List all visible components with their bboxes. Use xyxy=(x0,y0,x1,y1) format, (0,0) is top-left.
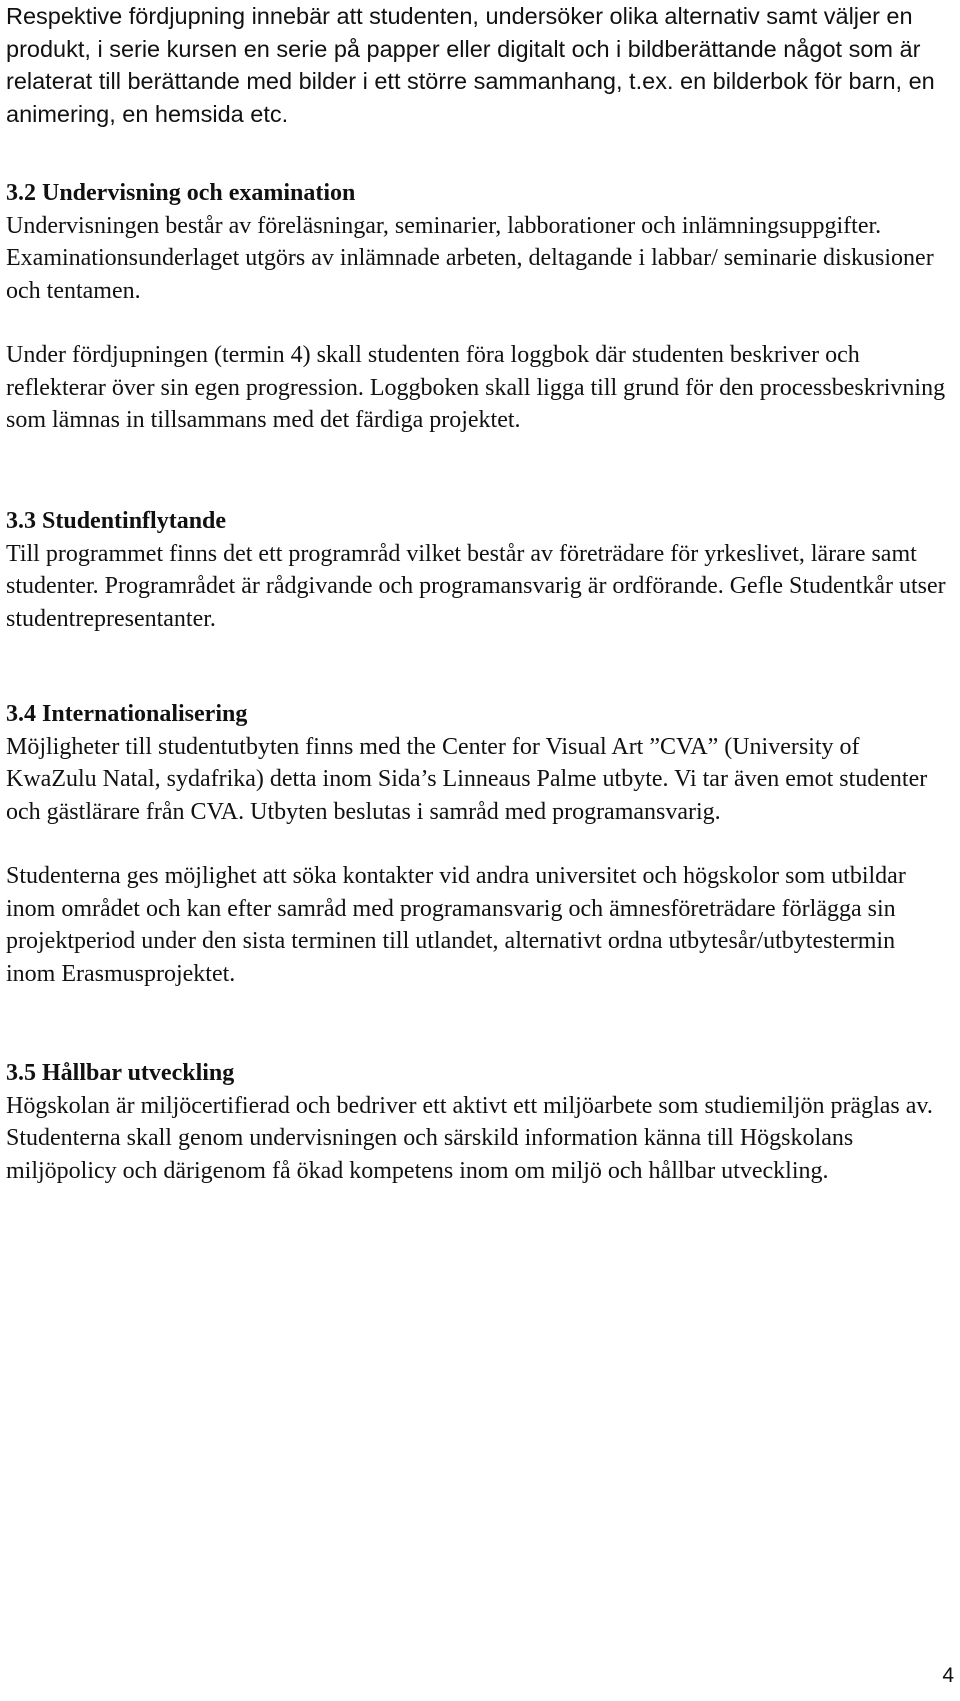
section-paragraph: Under fördjupningen (termin 4) skall studenten föra loggbok där studenten beskriver och reflekterar över sin egen progression. Loggboken skall ligga till grund för den processbeskrivning som lämnas in tillsammans med det färdiga projektet. xyxy=(6,342,946,433)
intro-paragraph: Respektive fördjupning innebär att studenten, undersöker olika alternativ samt väljer en produkt, i serie kursen en serie på papper eller digitalt och i bildberättande något som är relaterat till berättande med bilder i ett större sammanhang, t.ex. en bilderbok för barn, en animering, en hemsida etc. xyxy=(6,3,935,127)
section-paragraph: Studenterna ges möjlighet att söka kontakter vid andra universitet och högskolor som utbildar inom området och kan efter samråd med programansvarig och ämnesföreträdare förlägga sin projektperiod under den sista terminen till utlandet, alternativt ordna utbytesår/utbytestermin inom Erasmusprojektet. xyxy=(6,863,906,987)
section-heading: 3.4 Internationalisering xyxy=(6,701,248,727)
section-undervisning xyxy=(6,177,946,437)
section-heading: 3.2 Undervisning och examination xyxy=(6,180,356,206)
document-page xyxy=(6,0,946,1184)
section-heading: 3.3 Studentinflytande xyxy=(6,508,227,534)
page-number: 4 xyxy=(942,1664,954,1687)
section-paragraph: Till programmet finns det ett programråd vilket består av företrädare för yrkeslivet, lärare samt studenter. Programrådet är rådgivande och programansvarig är ordförande. Gefle Studentkår utser studentrepresentanter. xyxy=(6,540,946,632)
section-hallbar-utveckling xyxy=(6,1057,946,1187)
section-internationalisering xyxy=(6,698,946,990)
section-heading: 3.5 Hållbar utveckling xyxy=(6,1060,235,1086)
section-paragraph: Möjligheter till studentutbyten finns med the Center for Visual Art ”CVA” (University of KwaZulu Natal, sydafrika) detta inom Sida’s Linneaus Palme utbyte. Vi tar även emot studenter och gästlärare från CVA. Utbyten beslutas i samråd med programansvarig. xyxy=(6,733,928,825)
section-paragraph: Högskolan är miljöcertifierad och bedriver ett aktivt ett miljöarbete som studiemiljön präglas av. Studenterna skall genom undervisningen och särskild information känna till Högskolans miljöpolicy och därigenom få ökad kompetens inom om miljö och hållbar utveckling. xyxy=(6,1092,933,1184)
section-paragraph: Undervisningen består av föreläsningar, seminarier, labborationer och inlämningsuppgifter. Examinationsunderlaget utgörs av inlämnade arbeten, deltagande i labbar/ seminarie diskusioner och tentamen. xyxy=(6,212,934,304)
section-studentinflytande xyxy=(6,505,946,635)
